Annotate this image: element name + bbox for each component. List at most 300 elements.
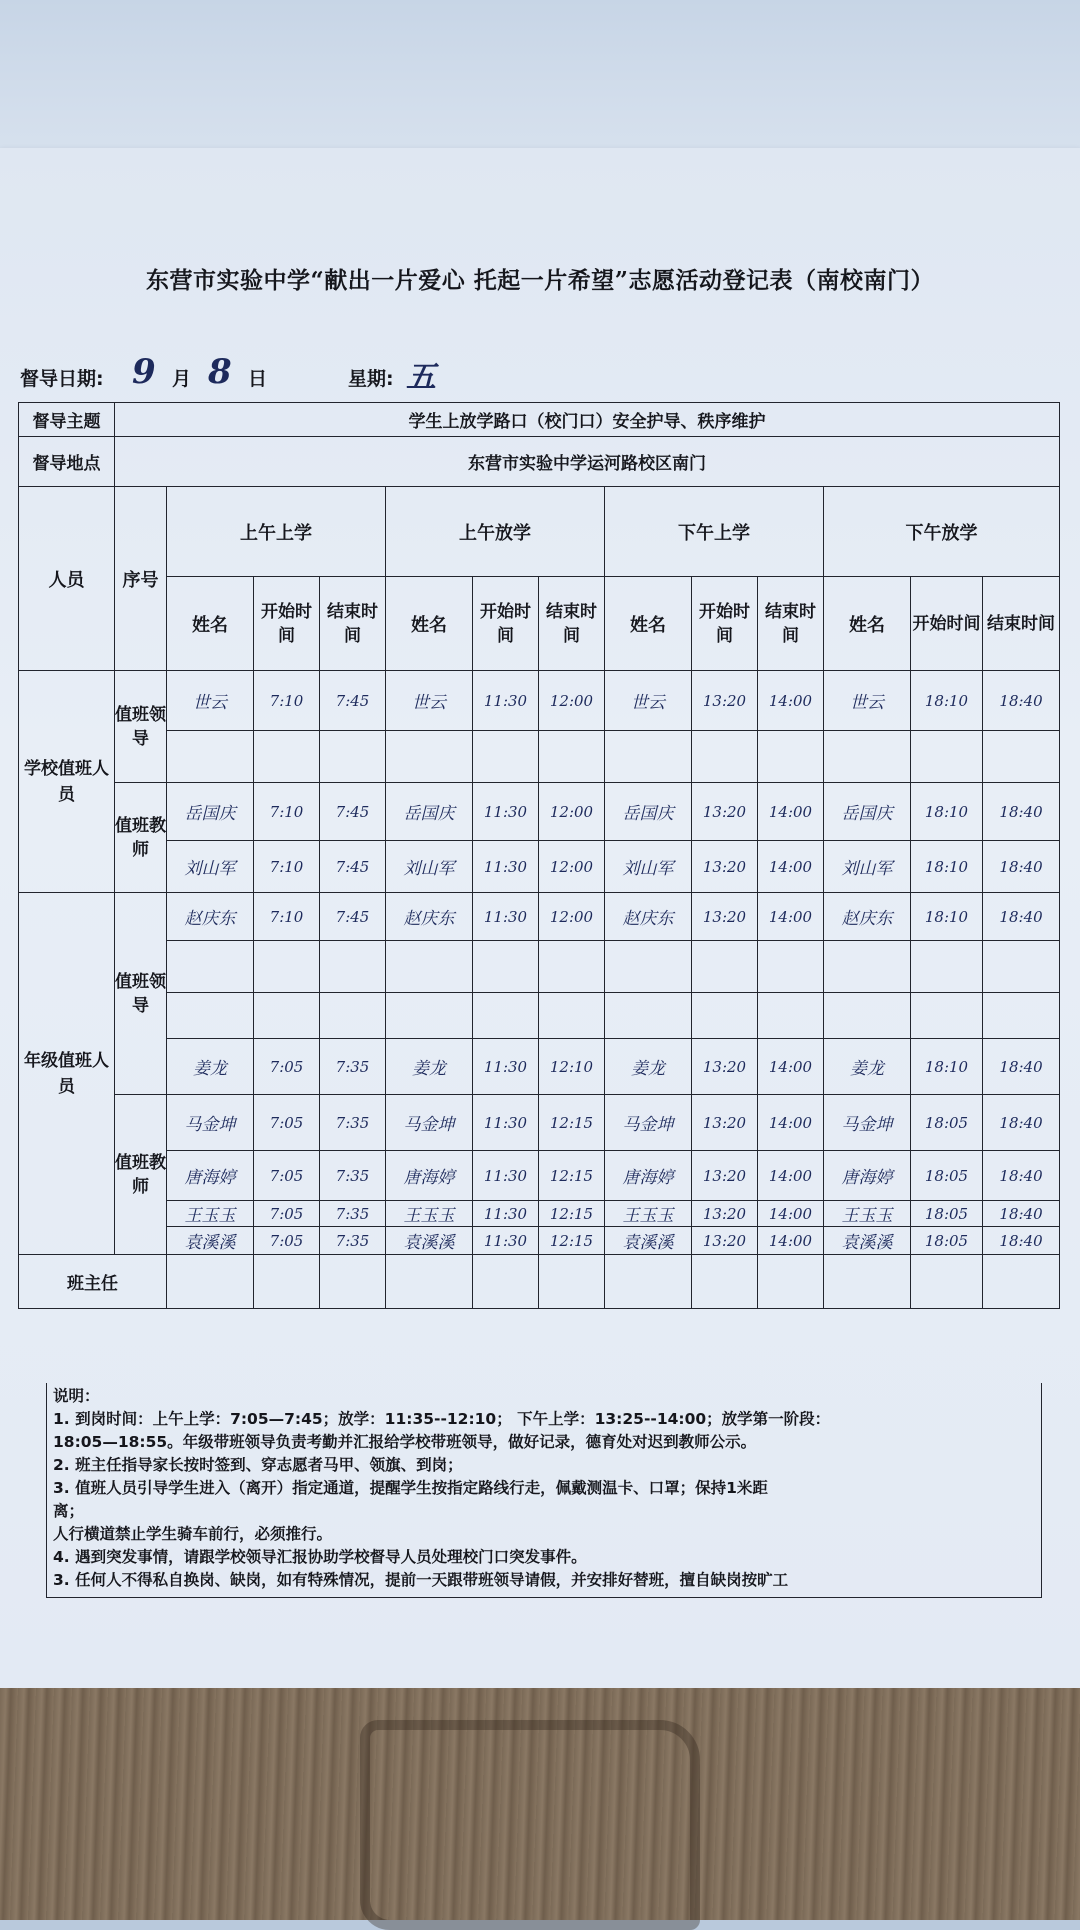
sequence-header: 序号 [115, 487, 167, 671]
end-time-cell [758, 1255, 824, 1309]
time-text: 13:20 [702, 1166, 747, 1185]
time-text: 12:10 [549, 1057, 594, 1076]
period-morning-arrival: 上午上学 [167, 487, 386, 577]
name-cell [167, 941, 254, 993]
name-cell [386, 671, 473, 731]
time-text: 18:40 [999, 1057, 1043, 1076]
time-text: 11:30 [483, 1204, 528, 1223]
signature-text: 袁溪溪 [184, 1233, 236, 1253]
name-cell [167, 1151, 254, 1201]
end-time-cell [983, 1227, 1060, 1255]
period-afternoon-arrival: 下午上学 [605, 487, 824, 577]
time-text: 11:30 [483, 691, 528, 710]
start-time-cell [911, 941, 983, 993]
start-time-cell [473, 1151, 539, 1201]
time-text: 12:00 [549, 802, 594, 821]
theme-value: 学生上放学路口（校门口）安全护导、秩序维护 [115, 403, 1060, 437]
signature-text: 岳国庆 [403, 804, 455, 824]
start-time-cell [692, 993, 758, 1039]
signature-text: 袁溪溪 [403, 1233, 455, 1253]
name-cell [386, 1227, 473, 1255]
name-cell [167, 841, 254, 893]
end-time-cell [320, 731, 386, 783]
signature-text: 马金坤 [841, 1115, 893, 1135]
end-time-cell [320, 893, 386, 941]
end-time-cell [320, 841, 386, 893]
name-cell [824, 993, 911, 1039]
start-time-cell [473, 731, 539, 783]
name-cell [167, 1255, 254, 1309]
time-text: 7:35 [335, 1166, 370, 1185]
time-text: 18:05 [924, 1204, 969, 1223]
name-header: 姓名 [386, 577, 473, 671]
signature-text: 刘山军 [184, 859, 236, 879]
name-header: 姓名 [605, 577, 692, 671]
time-text: 7:10 [269, 691, 304, 710]
end-time-cell [539, 1151, 605, 1201]
time-text: 18:10 [924, 1057, 969, 1076]
name-cell [167, 731, 254, 783]
end-time-cell [983, 941, 1060, 993]
signature-text: 赵庆东 [184, 909, 236, 929]
time-text: 18:40 [999, 691, 1043, 710]
end-time-cell [983, 731, 1060, 783]
notes-line: 18:05—18:55。年级带班领导负责考勤并汇报给学校带班领导，做好记录，德育处对迟到教师公示。 [53, 1433, 757, 1451]
signature-text: 马金坤 [622, 1115, 674, 1135]
time-text: 18:40 [999, 1204, 1043, 1223]
name-cell [386, 1151, 473, 1201]
start-time-cell [911, 671, 983, 731]
signature-text: 赵庆东 [841, 909, 893, 929]
name-cell [605, 1201, 692, 1227]
start-time-cell [473, 1039, 539, 1095]
start-time-cell [254, 1095, 320, 1151]
time-text: 13:20 [702, 857, 747, 876]
start-time-cell [692, 1039, 758, 1095]
time-text: 18:05 [924, 1113, 969, 1132]
end-time-cell [539, 1227, 605, 1255]
start-time-cell [692, 1095, 758, 1151]
start-time-cell [254, 1039, 320, 1095]
time-text: 12:00 [549, 857, 594, 876]
start-time-cell [473, 1201, 539, 1227]
notes-line: 2. 班主任指导家长按时签到、穿志愿者马甲、领旗、到岗； [53, 1456, 463, 1474]
signature-text: 姜龙 [631, 1059, 665, 1079]
start-time-header: 开始时间 [692, 577, 758, 671]
time-text: 18:40 [999, 1166, 1043, 1185]
notes-line: 3. 值班人员引导学生进入（离开）指定通道，提醒学生按指定路线行走，佩戴测温卡、口罩；保持1米距 [53, 1479, 768, 1497]
time-text: 12:00 [549, 907, 594, 926]
start-time-cell [473, 1095, 539, 1151]
end-time-cell [983, 1095, 1060, 1151]
start-time-cell [692, 731, 758, 783]
signature-text: 王玉玉 [841, 1206, 893, 1226]
name-cell [605, 893, 692, 941]
time-text: 11:30 [483, 907, 528, 926]
place-value: 东营市实验中学运河路校区南门 [115, 437, 1060, 487]
notes-line: 人行横道禁止学生骑车前行，必须推行。 [53, 1525, 333, 1543]
time-text: 7:05 [269, 1057, 304, 1076]
end-time-cell [758, 731, 824, 783]
signature-text: 赵庆东 [403, 909, 455, 929]
start-time-cell [911, 1095, 983, 1151]
start-time-cell [692, 783, 758, 841]
time-text: 14:00 [768, 802, 813, 821]
end-time-cell [320, 671, 386, 731]
end-time-cell [539, 1255, 605, 1309]
start-time-cell [473, 1227, 539, 1255]
name-cell [167, 783, 254, 841]
start-time-cell [911, 1201, 983, 1227]
notes-line: 4. 遇到突发事情，请跟学校领导汇报协助学校督导人员处理校门口突发事件。 [53, 1548, 587, 1566]
signature-text: 王玉玉 [403, 1206, 455, 1226]
start-time-cell [254, 731, 320, 783]
role-school-leader: 值班领导 [115, 671, 167, 783]
name-cell [605, 731, 692, 783]
time-text: 14:00 [768, 857, 813, 876]
signature-text: 袁溪溪 [622, 1233, 674, 1253]
group-grade-duty: 年级值班人员 [19, 893, 115, 1255]
name-cell [824, 893, 911, 941]
signature-text: 唐海婷 [841, 1168, 893, 1188]
time-text: 18:10 [924, 907, 969, 926]
end-time-cell [983, 841, 1060, 893]
end-time-cell [758, 1227, 824, 1255]
time-text: 14:00 [768, 1113, 813, 1132]
registration-table [18, 402, 1060, 1309]
period-afternoon-dismissal: 下午放学 [824, 487, 1060, 577]
start-time-cell [911, 731, 983, 783]
name-cell [824, 731, 911, 783]
start-time-cell [911, 841, 983, 893]
start-time-cell [473, 783, 539, 841]
signature-text: 岳国庆 [184, 804, 236, 824]
signature-text: 马金坤 [184, 1115, 236, 1135]
signature-text: 刘山军 [841, 859, 893, 879]
start-time-cell [254, 841, 320, 893]
time-text: 7:45 [335, 802, 370, 821]
month-value: 9 [132, 352, 156, 392]
end-time-cell [758, 783, 824, 841]
signature-text: 袁溪溪 [841, 1233, 893, 1253]
name-cell [605, 841, 692, 893]
time-text: 7:35 [335, 1231, 370, 1250]
signature-text: 世云 [412, 693, 446, 713]
name-cell [386, 1201, 473, 1227]
name-header: 姓名 [167, 577, 254, 671]
start-time-cell [473, 993, 539, 1039]
theme-label: 督导主题 [19, 403, 115, 437]
end-time-cell [983, 893, 1060, 941]
role-school-teacher: 值班教师 [115, 783, 167, 893]
name-cell [167, 1095, 254, 1151]
time-text: 7:45 [335, 907, 370, 926]
name-cell [167, 1201, 254, 1227]
start-time-cell [692, 893, 758, 941]
end-time-cell [758, 941, 824, 993]
role-grade-teacher: 值班教师 [115, 1095, 167, 1255]
end-time-cell [983, 1039, 1060, 1095]
signature-text: 唐海婷 [403, 1168, 455, 1188]
time-text: 12:15 [549, 1113, 594, 1132]
start-time-cell [692, 671, 758, 731]
end-time-cell [539, 1039, 605, 1095]
start-time-cell [254, 783, 320, 841]
name-cell [605, 783, 692, 841]
time-text: 11:30 [483, 1231, 528, 1250]
start-time-cell [254, 941, 320, 993]
end-time-cell [983, 1151, 1060, 1201]
notes-line: 离； [53, 1502, 85, 1520]
time-text: 14:00 [768, 907, 813, 926]
end-time-cell [539, 941, 605, 993]
time-text: 11:30 [483, 802, 528, 821]
end-time-cell [320, 1255, 386, 1309]
signature-text: 姜龙 [193, 1059, 227, 1079]
end-time-cell [320, 1095, 386, 1151]
start-time-cell [692, 1227, 758, 1255]
start-time-cell [473, 671, 539, 731]
weekday-value: 五 [406, 360, 436, 395]
name-cell [167, 893, 254, 941]
time-text: 7:05 [269, 1166, 304, 1185]
name-cell [605, 1095, 692, 1151]
name-cell [386, 1255, 473, 1309]
name-header: 姓名 [824, 577, 911, 671]
name-cell [167, 1039, 254, 1095]
weekday-label: 星期: [348, 368, 394, 390]
name-cell [386, 941, 473, 993]
time-text: 14:00 [768, 1166, 813, 1185]
end-time-cell [758, 1201, 824, 1227]
wood-carving-mark [360, 1720, 700, 1930]
name-cell [824, 1039, 911, 1095]
start-time-cell [254, 1227, 320, 1255]
name-cell [167, 1227, 254, 1255]
signature-text: 世云 [850, 693, 884, 713]
signature-text: 王玉玉 [184, 1206, 236, 1226]
start-time-cell [692, 841, 758, 893]
time-text: 11:30 [483, 1113, 528, 1132]
notes-box [46, 1383, 1042, 1598]
time-text: 7:45 [335, 691, 370, 710]
time-text: 12:15 [549, 1231, 594, 1250]
name-cell [386, 993, 473, 1039]
name-cell [386, 731, 473, 783]
time-text: 12:15 [549, 1166, 594, 1185]
name-cell [824, 1227, 911, 1255]
start-time-cell [692, 1151, 758, 1201]
signature-text: 刘山军 [622, 859, 674, 879]
time-text: 18:40 [999, 857, 1043, 876]
time-text: 13:20 [702, 1057, 747, 1076]
name-cell [386, 1095, 473, 1151]
time-text: 7:35 [335, 1057, 370, 1076]
name-cell [824, 1255, 911, 1309]
end-time-cell [758, 841, 824, 893]
time-text: 13:20 [702, 907, 747, 926]
name-cell [605, 993, 692, 1039]
time-text: 13:20 [702, 691, 747, 710]
name-cell [824, 1095, 911, 1151]
name-cell [386, 783, 473, 841]
time-text: 11:30 [483, 857, 528, 876]
start-time-cell [692, 1255, 758, 1309]
end-time-cell [983, 671, 1060, 731]
start-time-cell [692, 1201, 758, 1227]
name-cell [605, 671, 692, 731]
notes-line: 说明： [53, 1387, 100, 1405]
name-cell [824, 671, 911, 731]
time-text: 7:45 [335, 857, 370, 876]
time-text: 11:30 [483, 1166, 528, 1185]
name-cell [824, 841, 911, 893]
signature-text: 唐海婷 [622, 1168, 674, 1188]
end-time-cell [983, 993, 1060, 1039]
time-text: 12:15 [549, 1204, 594, 1223]
start-time-cell [911, 1151, 983, 1201]
signature-text: 赵庆东 [622, 909, 674, 929]
signature-text: 世云 [193, 693, 227, 713]
end-time-header: 结束时间 [539, 577, 605, 671]
date-label: 督导日期: [20, 368, 104, 390]
time-text: 7:35 [335, 1204, 370, 1223]
time-text: 11:30 [483, 1057, 528, 1076]
time-text: 7:10 [269, 802, 304, 821]
signature-text: 马金坤 [403, 1115, 455, 1135]
time-text: 14:00 [768, 1231, 813, 1250]
start-time-cell [254, 671, 320, 731]
notes-line: 3. 任何人不得私自换岗、缺岗，如有特殊情况，提前一天跟带班领导请假，并安排好替班，擅自缺岗按旷工 [53, 1571, 789, 1589]
name-cell [386, 841, 473, 893]
name-cell [824, 783, 911, 841]
signature-text: 王玉玉 [622, 1206, 674, 1226]
time-text: 7:10 [269, 907, 304, 926]
signature-text: 岳国庆 [841, 804, 893, 824]
end-time-cell [758, 893, 824, 941]
start-time-cell [254, 1255, 320, 1309]
end-time-header: 结束时间 [320, 577, 386, 671]
time-text: 7:05 [269, 1113, 304, 1132]
time-text: 13:20 [702, 802, 747, 821]
end-time-cell [320, 941, 386, 993]
end-time-cell [539, 731, 605, 783]
time-text: 18:40 [999, 907, 1043, 926]
name-cell [824, 1151, 911, 1201]
time-text: 12:00 [549, 691, 594, 710]
end-time-cell [758, 993, 824, 1039]
end-time-cell [320, 993, 386, 1039]
period-morning-dismissal: 上午放学 [386, 487, 605, 577]
time-text: 7:10 [269, 857, 304, 876]
month-unit: 月 [172, 368, 192, 390]
time-text: 18:40 [999, 1113, 1043, 1132]
start-time-header: 开始时间 [911, 577, 983, 671]
start-time-cell [473, 841, 539, 893]
end-time-cell [320, 1227, 386, 1255]
name-cell [824, 941, 911, 993]
start-time-cell [911, 1039, 983, 1095]
start-time-cell [473, 893, 539, 941]
time-text: 13:20 [702, 1204, 747, 1223]
day-value: 8 [208, 352, 232, 392]
signature-text: 姜龙 [412, 1059, 446, 1079]
name-cell [386, 893, 473, 941]
group-head-teacher: 班主任 [19, 1255, 167, 1309]
day-unit: 日 [248, 368, 268, 390]
end-time-cell [758, 1151, 824, 1201]
time-text: 7:35 [335, 1113, 370, 1132]
end-time-cell [983, 783, 1060, 841]
time-text: 18:10 [924, 691, 969, 710]
name-cell [824, 1201, 911, 1227]
name-cell [167, 993, 254, 1039]
end-time-cell [758, 1095, 824, 1151]
name-cell [605, 1255, 692, 1309]
signature-text: 唐海婷 [184, 1168, 236, 1188]
end-time-cell [320, 1039, 386, 1095]
time-text: 18:10 [924, 857, 969, 876]
time-text: 14:00 [768, 691, 813, 710]
start-time-cell [254, 1151, 320, 1201]
name-cell [167, 671, 254, 731]
place-label: 督导地点 [19, 437, 115, 487]
start-time-cell [692, 941, 758, 993]
end-time-cell [758, 671, 824, 731]
form-title: 东营市实验中学“献出一片爱心 托起一片希望”志愿活动登记表（南校南门） [146, 267, 934, 294]
time-text: 7:05 [269, 1231, 304, 1250]
time-text: 18:40 [999, 802, 1043, 821]
start-time-cell [254, 993, 320, 1039]
end-time-cell [320, 783, 386, 841]
end-time-cell [539, 993, 605, 1039]
name-cell [605, 1039, 692, 1095]
end-time-cell [758, 1039, 824, 1095]
role-grade-leader: 值班领导 [115, 893, 167, 1095]
time-text: 13:20 [702, 1113, 747, 1132]
end-time-cell [539, 1201, 605, 1227]
end-time-cell [539, 841, 605, 893]
end-time-cell [983, 1201, 1060, 1227]
end-time-cell [539, 671, 605, 731]
time-text: 13:20 [702, 1231, 747, 1250]
name-cell [605, 1227, 692, 1255]
signature-text: 刘山军 [403, 859, 455, 879]
start-time-cell [911, 1255, 983, 1309]
start-time-header: 开始时间 [473, 577, 539, 671]
start-time-cell [911, 893, 983, 941]
personnel-header: 人员 [19, 487, 115, 671]
time-text: 14:00 [768, 1204, 813, 1223]
end-time-cell [983, 1255, 1060, 1309]
start-time-cell [254, 893, 320, 941]
start-time-cell [911, 993, 983, 1039]
name-cell [605, 941, 692, 993]
time-text: 14:00 [768, 1057, 813, 1076]
signature-text: 世云 [631, 693, 665, 713]
end-time-cell [539, 783, 605, 841]
start-time-cell [911, 1227, 983, 1255]
signature-text: 姜龙 [850, 1059, 884, 1079]
start-time-header: 开始时间 [254, 577, 320, 671]
time-text: 18:05 [924, 1231, 969, 1250]
end-time-cell [539, 1095, 605, 1151]
notes-line: 1. 到岗时间：上午上学：7:05—7:45；放学：11:35--12:10； 下午上学：13:25--14:00；放学第一阶段： [53, 1410, 831, 1428]
time-text: 7:05 [269, 1204, 304, 1223]
end-time-header: 结束时间 [983, 577, 1060, 671]
end-time-cell [539, 893, 605, 941]
time-text: 18:40 [999, 1231, 1043, 1250]
